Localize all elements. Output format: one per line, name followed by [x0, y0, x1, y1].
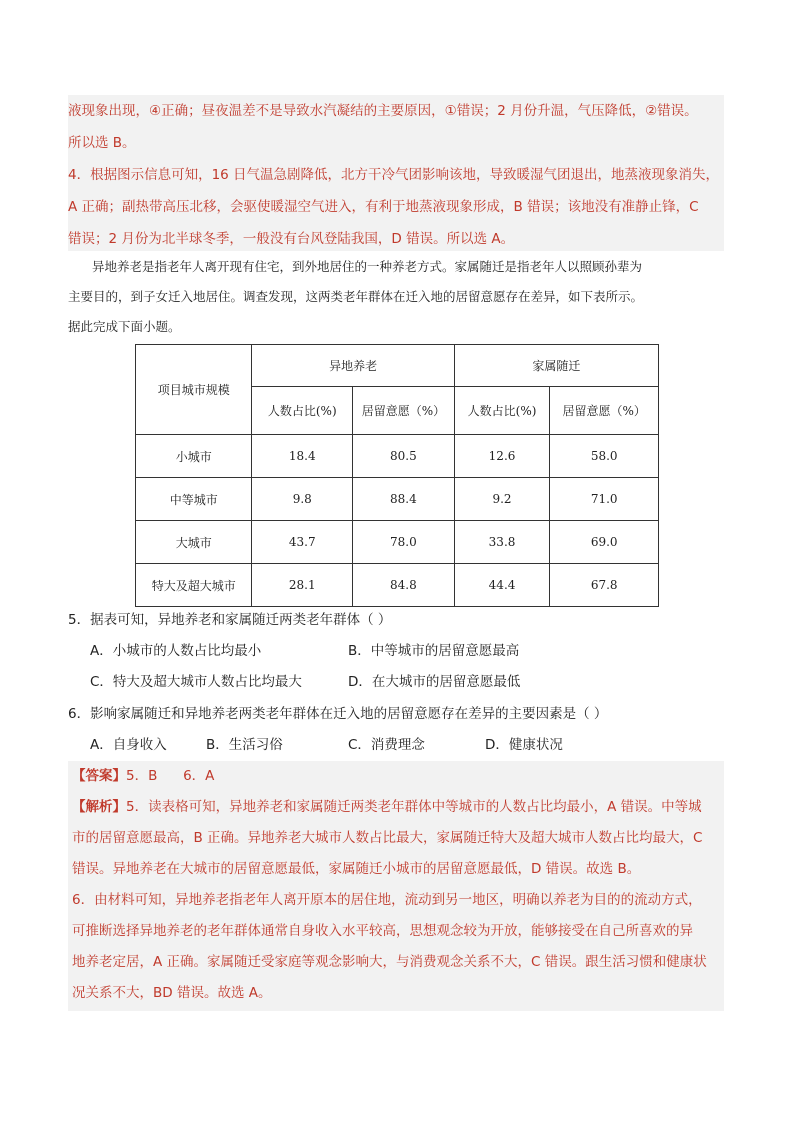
analysis-line: 可推断选择异地养老的老年群体通常自身收入水平较高，思想观念较为开放，能够接受在自己所喜欢的异 [72, 923, 693, 939]
option-a: A．小城市的人数占比均最小 [90, 643, 262, 659]
table-sub-header: 居留意愿（%） [353, 387, 455, 435]
table-row [136, 521, 659, 564]
table-corner-header: 项目城市规模 [136, 345, 252, 435]
analysis-text: 所以选 B。 [68, 135, 136, 151]
analysis-line: 地养老定居，A 正确。家属随迁受家庭等观念影响大，与消费观念关系不大，C 错误。跟生活习惯和健康状 [72, 954, 707, 970]
question-options [68, 667, 724, 698]
question-options [68, 636, 724, 667]
table-cell: 43.7 [252, 521, 353, 564]
option-a: A．自身收入 [90, 737, 167, 753]
table-sub-header: 人数占比(%) [454, 387, 550, 435]
table-cell: 18.4 [252, 435, 353, 478]
table-cell: 58.0 [550, 435, 659, 478]
analysis-text: 错误；2 月份为北半球冬季，一般没有台风登陆我国，D 错误。所以选 A。 [68, 231, 515, 247]
table-cell: 88.4 [353, 478, 455, 521]
table-cell-city: 小城市 [136, 435, 252, 478]
analysis-line: 【解析】5．读表格可知，异地养老和家属随迁两类老年群体中等城市的人数占比均最小，A 错误。中等城 [72, 799, 702, 815]
option-c: C．消费理念 [348, 737, 425, 753]
option-d: D．健康状况 [485, 737, 563, 753]
option-b: B．中等城市的居留意愿最高 [348, 643, 520, 659]
analysis-line: 况关系不大，BD 错误。故选 A。 [72, 985, 272, 1001]
migration-table [135, 344, 659, 607]
option-d: D．在大城市的居留意愿最低 [348, 674, 521, 690]
question-options [68, 730, 724, 761]
analysis-line: 6．由材料可知，异地养老指老年人离开原本的居住地，流动到另一地区，明确以养老为目的的流动方式， [72, 892, 702, 908]
reading-passage [68, 252, 724, 342]
table-row [136, 564, 659, 607]
table-group-header: 异地养老 [252, 345, 454, 387]
table-cell: 33.8 [454, 521, 550, 564]
table-cell: 28.1 [252, 564, 353, 607]
table-row [136, 435, 659, 478]
table-cell-city: 大城市 [136, 521, 252, 564]
answer-tag: 【答案】 [72, 768, 126, 784]
answer-text: 5．B 6．A [126, 768, 215, 784]
passage-line: 异地养老是指老年人离开现有住宅，到外地居住的一种养老方式。家属随迁是指老年人以照顾孙辈为 [92, 259, 643, 274]
analysis-text: A 正确；副热带高压北移，会驱使暖湿空气进入，有利于地蒸液现象形成，B 错误；该地没有准静止锋，C [68, 199, 699, 215]
table-cell-city: 中等城市 [136, 478, 252, 521]
table-cell-city: 特大及超大城市 [136, 564, 252, 607]
table-cell: 69.0 [550, 521, 659, 564]
analysis-line: 市的居留意愿最高，B 正确。异地养老大城市人数占比最大，家属随迁特大及超大城市人数占比均最大，C [72, 830, 703, 846]
answer-line [68, 761, 724, 792]
question-6 [68, 699, 724, 761]
option-c: C．特大及超大城市人数占比均最大 [90, 674, 302, 690]
analysis-text: 4．根据图示信息可知，16 日气温急剧降低，北方干冷气团影响该地，导致暖湿气团退出，地蒸液现象消失， [68, 167, 720, 183]
question-5 [68, 605, 724, 698]
table-row [136, 478, 659, 521]
passage-line: 主要目的，到子女迁入地居住。调查发现，这两类老年群体在迁入地的居留意愿存在差异，如下表所示。 [68, 289, 644, 304]
table-cell: 44.4 [454, 564, 550, 607]
analysis-line: 错误。异地养老在大城市的居留意愿最低，家属随迁小城市的居留意愿最低，D 错误。故选 B。 [72, 861, 641, 877]
table-cell: 71.0 [550, 478, 659, 521]
table-cell: 78.0 [353, 521, 455, 564]
question-stem: 6．影响家属随迁和异地养老两类老年群体在迁入地的居留意愿存在差异的主要因素是（ ） [68, 706, 608, 722]
table-cell: 67.8 [550, 564, 659, 607]
table-cell: 80.5 [353, 435, 455, 478]
answer-analysis [68, 761, 724, 1011]
analysis-text: 液现象出现，④正确；昼夜温差不是导致水汽凝结的主要原因，①错误；2 月份升温，气压降低，②错误。 [68, 103, 698, 119]
analysis-tag: 【解析】 [72, 799, 126, 815]
previous-analysis [68, 95, 724, 251]
table-sub-header: 居留意愿（%） [550, 387, 659, 435]
table-cell: 84.8 [353, 564, 455, 607]
table-group-header: 家属随迁 [454, 345, 658, 387]
table-cell: 9.8 [252, 478, 353, 521]
option-b: B．生活习俗 [206, 737, 283, 753]
table-cell: 9.2 [454, 478, 550, 521]
passage-line: 据此完成下面小题。 [68, 319, 181, 334]
question-stem: 5．据表可知，异地养老和家属随迁两类老年群体（ ） [68, 612, 392, 628]
table-sub-header: 人数占比(%) [252, 387, 353, 435]
table-cell: 12.6 [454, 435, 550, 478]
